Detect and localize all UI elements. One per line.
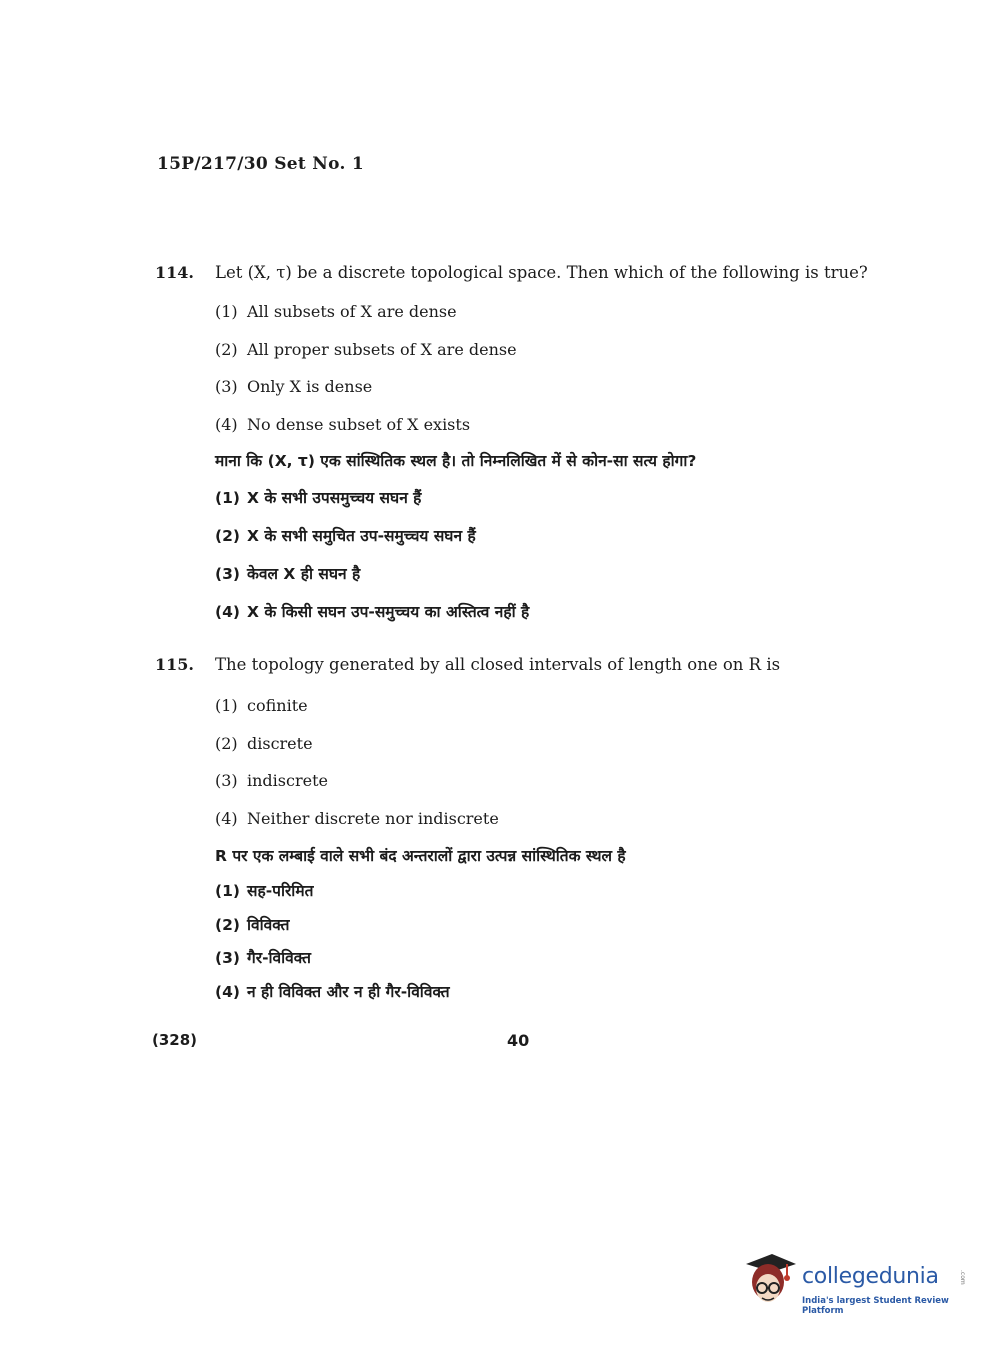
paper-code: 15P/217/30 Set No. 1 xyxy=(157,154,365,174)
option-text: X के किसी सघन उप-समुच्चय का अस्तित्व नहीं है xyxy=(247,603,530,621)
option xyxy=(215,800,875,838)
option-text: discrete xyxy=(247,733,313,753)
option-number: (4) xyxy=(215,414,238,434)
option-number: (3) xyxy=(215,949,240,967)
brand-suffix: .com xyxy=(959,1270,966,1285)
option xyxy=(215,725,875,763)
hindi-option xyxy=(215,517,875,555)
option-number: (2) xyxy=(215,339,238,359)
option xyxy=(215,687,875,725)
question-115 xyxy=(155,655,875,1009)
question-number: 115. xyxy=(155,655,194,674)
hindi-option xyxy=(215,555,875,593)
page-number: 40 xyxy=(507,1031,530,1050)
hindi-option xyxy=(215,909,875,943)
option-number: (3) xyxy=(215,771,238,790)
option-number: (4) xyxy=(215,603,240,621)
options-list xyxy=(215,687,875,837)
option-text: Neither discrete nor indiscrete xyxy=(247,808,499,828)
option xyxy=(215,331,875,369)
option-text: विविक्त xyxy=(247,915,290,934)
hindi-option xyxy=(215,875,875,909)
option-number: (1) xyxy=(215,302,238,321)
option-number: (1) xyxy=(215,882,240,900)
option-text: X के सभी समुचित उप-समुच्चय सघन हैं xyxy=(247,527,476,545)
option-number: (1) xyxy=(215,489,240,507)
option-text: न ही विविक्त और न ही गैर-विविक्त xyxy=(247,982,450,1001)
hindi-question-text: R पर एक लम्बाई वाले सभी बंद अन्तरालों द्वारा उत्पन्न सांस्थितिक स्थल है xyxy=(215,847,626,865)
hindi-options-list xyxy=(215,479,875,631)
hindi-option xyxy=(215,593,875,631)
option-number: (2) xyxy=(215,915,240,934)
option-text: No dense subset of X exists xyxy=(247,414,471,434)
option-number: (3) xyxy=(215,565,240,583)
option-text: केवल X ही सघन है xyxy=(247,565,361,583)
footer-code: (328) xyxy=(152,1031,198,1049)
option-text: cofinite xyxy=(247,696,308,715)
question-number: 114. xyxy=(155,263,194,282)
question-text: Let (X, τ) be a discrete topological space. Then which of the following is true? xyxy=(215,263,868,282)
mascot-logo-icon xyxy=(742,1250,798,1308)
option-text: X के सभी उपसमुच्चय सघन हैं xyxy=(247,489,422,507)
hindi-option xyxy=(215,976,875,1010)
option-text: All proper subsets of X are dense xyxy=(247,339,517,359)
option-number: (3) xyxy=(215,377,238,396)
option-number: (4) xyxy=(215,982,240,1001)
question-text: The topology generated by all closed intervals of length one on R is xyxy=(215,655,781,674)
hindi-option xyxy=(215,942,875,976)
options-list xyxy=(215,293,875,443)
option-text: Only X is dense xyxy=(247,377,373,396)
collegedunia-watermark xyxy=(742,1250,972,1320)
option-text: गैर-विविक्त xyxy=(247,949,311,967)
option-number: (4) xyxy=(215,808,238,828)
option-text: All subsets of X are dense xyxy=(247,302,457,321)
hindi-options-list xyxy=(215,875,875,1009)
brand-tagline: India's largest Student Review Platform xyxy=(802,1296,949,1316)
hindi-question-text: माना कि (X, τ) एक सांस्थितिक स्थल है। तो निम्नलिखित में से कोन-सा सत्य होगा? xyxy=(215,452,697,470)
option xyxy=(215,406,875,444)
option xyxy=(215,762,875,800)
option xyxy=(215,293,875,331)
option-text: सह-परिमित xyxy=(247,882,314,900)
option-text: indiscrete xyxy=(247,771,328,790)
brand-name: collegedunia xyxy=(802,1264,939,1289)
option-number: (2) xyxy=(215,733,238,753)
option xyxy=(215,368,875,406)
option-number: (1) xyxy=(215,696,238,715)
question-114 xyxy=(155,263,875,631)
option-number: (2) xyxy=(215,527,240,545)
hindi-option xyxy=(215,479,875,517)
